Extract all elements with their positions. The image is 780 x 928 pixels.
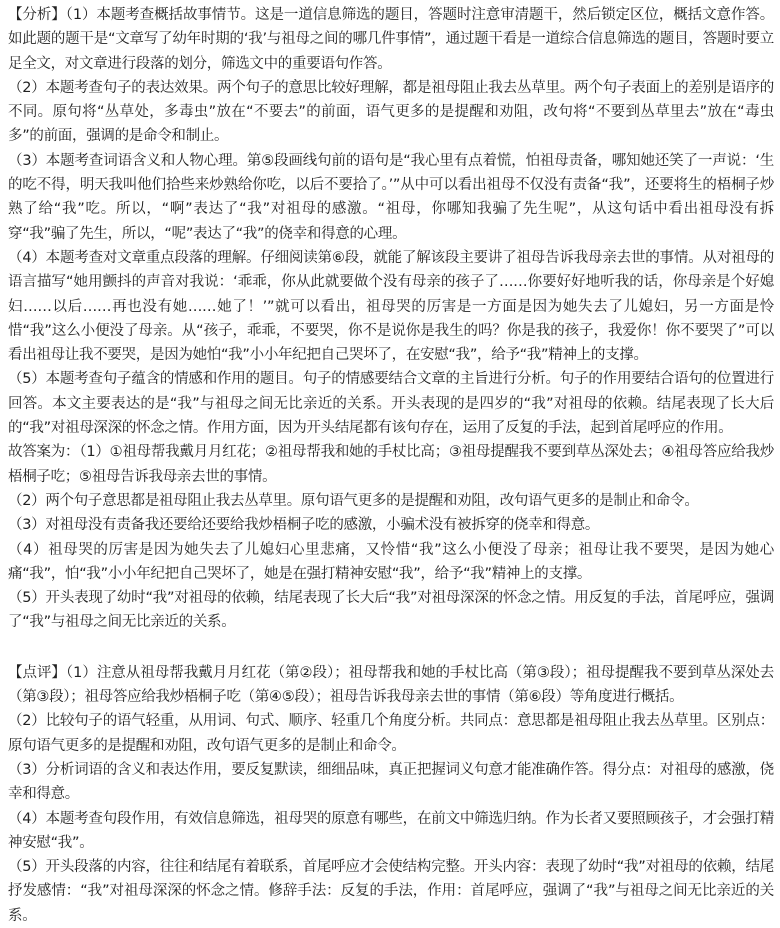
answer-paragraph-1: 故答案为：（1）①祖母帮我戴月月红花；②祖母帮我和她的手杖比高；③祖母提醒我不要到草丛深处去；④祖母答应给我炒梧桐子吃；⑤祖母告诉我母亲去世的事情。 — [8, 444, 774, 485]
comment-paragraph-1: 【点评】（1）注意从祖母帮我戴月月红花（第②段）；祖母帮我和她的手杖比高（第③段）；祖母提醒我不要到草丛深处去（第③段）；祖母答应给我炒梧桐子吃（第④⑤段）；祖母告诉我母亲去世的事情（第⑥段）等角度进行概括。 — [8, 664, 774, 706]
comment-paragraph-4: （4）本题考查句段作用，有效信息筛选，祖母哭的原意有哪些，在前文中筛选归纳。作为长者又要照顾孩子，才会强打精神安慰“我”。 — [8, 810, 774, 851]
answer-paragraph-4: （4）祖母哭的厉害是因为她失去了儿媳妇心里悲痛，又怜惜“我”这么小便没了母亲；祖母让我不要哭，是因为她心痛“我”，怕“我”小小年纪把自己哭坏了，她是在强打精神安慰“我”，给予“我”精神上的支撑。 — [8, 541, 774, 582]
analysis-paragraph-1: 【分析】（1）本题考查概括故事情节。这是一道信息筛选的题目，答题时注意审清题干，然后锁定区位，概括文意作答。如此题的题干是“文章写了幼年时期的‘我’与祖母之间的哪几件事情”，通过题干看是一道综合信息筛选的题目，答题时要立足全文，对文章进行段落的划分，筛选文中的重要语句作答。 — [8, 7, 774, 72]
analysis-paragraph-4: （4）本题考查对文章重点段落的理解。仔细阅读第⑥段，就能了解该段主要讲了祖母告诉我母亲去世的事情。从对祖母的语言描写“她用颤抖的声音对我说：‘乖乖，你从此就要做个没有母亲的孩子了……你要好好地听我的话，你母亲是个好媳妇……以后……再也没有她……她了！’”就可以看出，祖母哭的厉害是一方面是因为她失去了儿媳妇，另一方面是怜惜“我”这么小便没了母亲。从“孩子，乖乖，不要哭，你不是说你是我生的吗？你是我的孩子，我爱你！你不要哭了”可以看出祖母让我不要哭，是因为她怕“我”小小年纪把自己哭坏了，在安慰“我”，给予“我”精神上的支撑。 — [8, 249, 774, 364]
comment-paragraph-5: （5）开头段落的内容，往往和结尾有着联系，首尾呼应才会使结构完整。开头内容：表现了幼时“我”对祖母的依赖，结尾抒发感情：“我”对祖母深深的怀念之情。修辞手法：反复的手法，作用：首尾呼应，强调了“我”与祖母之间无比亲近的关系。 — [8, 859, 774, 924]
comment-paragraph-2: （2）比较句子的语气轻重，从用词、句式、顺序、轻重几个角度分析。共同点：意思都是祖母阻止我去丛草里。区别点：原句语气更多的是提醒和劝阻，改句语气更多的是制止和命令。 — [8, 713, 774, 754]
analysis-paragraph-3: （3）本题考查词语含义和人物心理。第⑤段画线句前的语句是“我心里有点着慌，怕祖母责备，哪知她还笑了一声说：‘生的吃不得，明天我叫他们拾些来炒熟给你吃，以后不要拾了。’”从中可以看出祖母不仅没有责备“我”，还要将生的梧桐子炒熟了给“我”吃。所以，“啊”表达了“我”对祖母的感激。“祖母，你哪知我骗了先生呢”，从这句话中看出祖母没有拆穿“我”骗了先生，所以，“呢”表达了“我”的侥幸和得意的心理。 — [8, 152, 774, 242]
section-spacer — [8, 635, 774, 657]
analysis-section — [8, 3, 774, 635]
comment-section — [8, 661, 774, 928]
answer-paragraph-5: （5）开头表现了幼时“我”对祖母的依赖，结尾表现了长大后“我”对祖母深深的怀念之情。用反复的手法，首尾呼应，强调了“我”与祖母之间无比亲近的关系。 — [8, 590, 774, 631]
comment-paragraph-3: （3）分析词语的含义和表达作用，要反复默读，细细品味，真正把握词义句意才能准确作答。得分点：对祖母的感激，侥幸和得意。 — [8, 761, 774, 803]
answer-paragraph-2: （2）两个句子意思都是祖母阻止我去丛草里。原句语气更多的是提醒和劝阻，改句语气更多的是制止和命令。 — [8, 492, 699, 509]
answer-paragraph-3: （3）对祖母没有责备我还要给还要给我炒梧桐子吃的感激，小骗术没有被拆穿的侥幸和得意。 — [8, 517, 600, 534]
analysis-paragraph-5: （5）本题考查句子蕴含的情感和作用的题目。句子的情感要结合文章的主旨进行分析。句子的作用要结合语句的位置进行回答。本文主要表达的是“我”与祖母之间无比亲近的关系。开头表现的是四岁的“我”对祖母的依赖。结尾表现了长大后的“我”对祖母深深的怀念之情。作用方面，因为开头结尾都有该句存在，运用了反复的手法，起到首尾呼应的作用。 — [8, 371, 774, 437]
analysis-paragraph-2: （2）本题考查句子的表达效果。两个句子的意思比较好理解，都是祖母阻止我去丛草里。两个句子表面上的差别是语序的不同。原句将“丛草处，多毒虫”放在“不要去”的前面，语气更多的是提醒和劝阻，改句将“不要到丛草里去”放在“毒虫多”的前面，强调的是命令和制止。 — [8, 79, 774, 145]
